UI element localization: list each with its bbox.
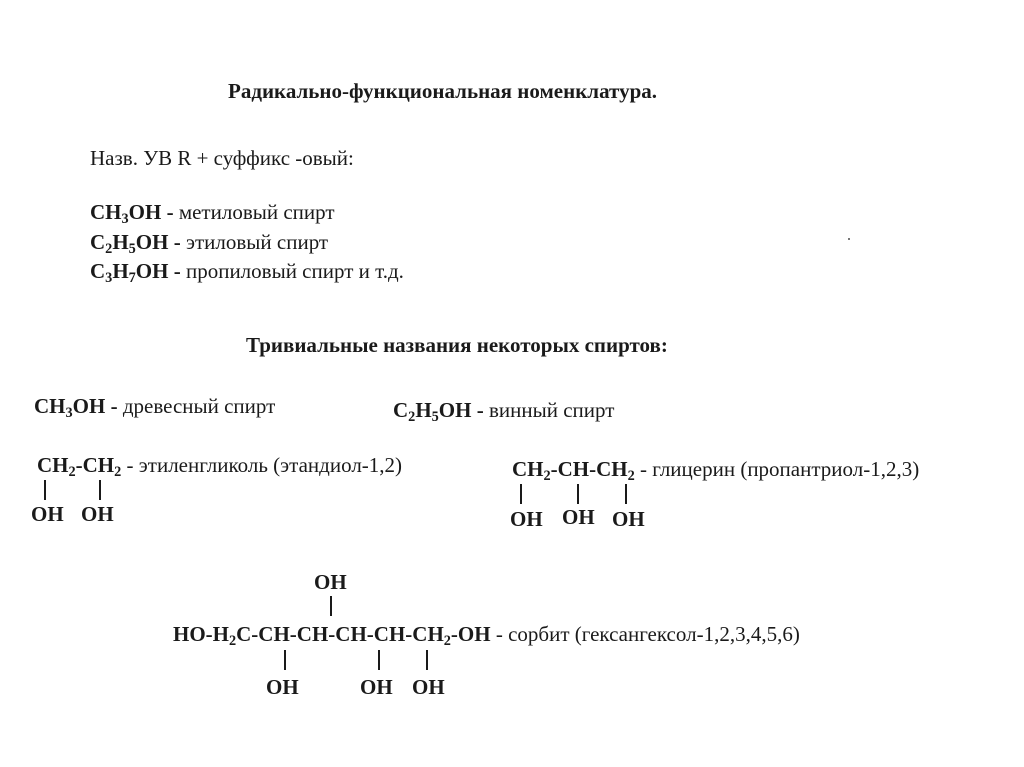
formula-part: OH [438, 398, 472, 422]
formula-part: H [415, 398, 432, 422]
alcohol-name: - глицерин (пропантриол-1,2,3) [634, 457, 920, 481]
formula-part: CH [90, 200, 122, 224]
trivial-ethanol [393, 398, 614, 423]
subscript: 3 [65, 404, 73, 421]
heading-trivial-names: Тривиальные названия некоторых спиртов: [246, 333, 668, 357]
glycerol-formula [512, 457, 919, 482]
bond-line [99, 480, 101, 500]
formula-part: CH [34, 394, 66, 418]
formula-part: HO-H [173, 622, 229, 646]
subscript: 2 [627, 467, 635, 484]
hydroxyl-group: OH [612, 507, 645, 531]
formula-part: C [90, 230, 106, 254]
sorbitol-formula [173, 622, 800, 647]
alcohol-name: пропиловый спирт и т.д. [185, 259, 404, 283]
example-propanol [90, 259, 404, 284]
naming-rule: Назв. УВ R + суффикс -овый: [90, 146, 354, 170]
dash: - [161, 200, 179, 224]
bond-line [520, 484, 522, 504]
subscript: 5 [128, 240, 136, 257]
formula-part: H [112, 259, 129, 283]
hydroxyl-group: OH [31, 502, 64, 526]
dash: - [105, 394, 123, 418]
dash: - [168, 259, 186, 283]
bond-line [577, 484, 579, 504]
trivial-methanol [34, 394, 275, 419]
formula-part: -OH [450, 622, 491, 646]
formula-part: OH [128, 200, 162, 224]
heading-nomenclature: Радикально-функциональная номенклатура. [228, 79, 658, 103]
alcohol-name: - сорбит (гексангексол-1,2,3,4,5,6) [490, 622, 800, 646]
hydroxyl-group: OH [314, 570, 347, 594]
formula-part: CH [512, 457, 544, 481]
formula-part: -CH [75, 453, 115, 477]
subscript: 2 [543, 467, 551, 484]
alcohol-name: винный спирт [488, 398, 615, 422]
dash: - [471, 398, 489, 422]
hydroxyl-group: OH [360, 675, 393, 699]
alcohol-name: древесный спирт [122, 394, 276, 418]
example-ethanol [90, 230, 328, 255]
formula-part: OH [135, 230, 169, 254]
dash: - [168, 230, 186, 254]
formula-part: -CH-CH [550, 457, 628, 481]
formula-part: C [90, 259, 106, 283]
bond-line [44, 480, 46, 500]
subscript: 2 [443, 632, 451, 649]
formula-part: CH [37, 453, 69, 477]
alcohol-name: этиловый спирт [185, 230, 329, 254]
subscript: 2 [408, 408, 416, 425]
ethylene-glycol-formula [37, 453, 402, 478]
formula-part: H [112, 230, 129, 254]
subscript: 2 [105, 240, 113, 257]
bond-line [426, 650, 428, 670]
subscript: 2 [68, 463, 76, 480]
bond-line [330, 596, 332, 616]
subscript: 3 [121, 210, 129, 227]
formula-part: C [393, 398, 409, 422]
example-methanol [90, 200, 335, 225]
alcohol-name: - этиленгликоль (этандиол-1,2) [121, 453, 403, 477]
subscript: 5 [431, 408, 439, 425]
formula-part: C-CH-CH-CH-CH-CH [236, 622, 444, 646]
bond-line [378, 650, 380, 670]
stray-dot [848, 238, 850, 240]
subscript: 7 [128, 269, 136, 286]
formula-part: OH [72, 394, 106, 418]
hydroxyl-group: OH [81, 502, 114, 526]
hydroxyl-group: OH [562, 505, 595, 529]
subscript: 2 [229, 632, 237, 649]
formula-part: OH [135, 259, 169, 283]
alcohol-name: метиловый спирт [178, 200, 335, 224]
hydroxyl-group: OH [266, 675, 299, 699]
subscript: 3 [105, 269, 113, 286]
hydroxyl-group: OH [412, 675, 445, 699]
bond-line [284, 650, 286, 670]
bond-line [625, 484, 627, 504]
subscript: 2 [114, 463, 122, 480]
hydroxyl-group: OH [510, 507, 543, 531]
